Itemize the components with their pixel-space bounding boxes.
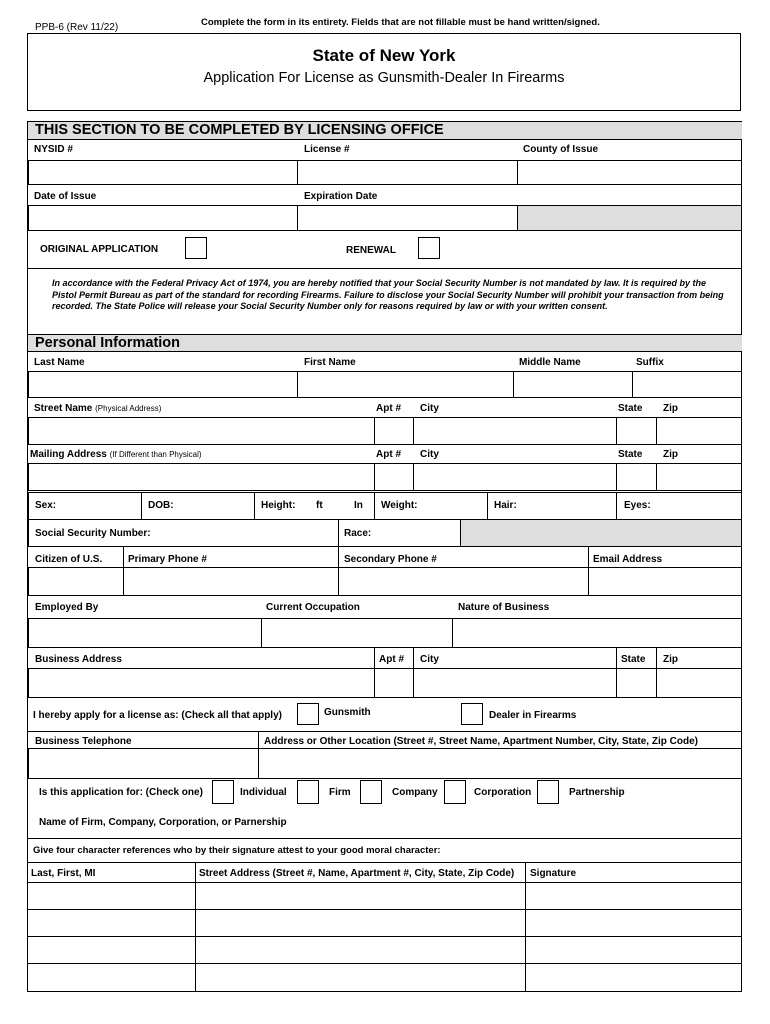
street-apt-label: Apt # <box>376 403 401 414</box>
email-label: Email Address <box>593 554 663 565</box>
divider <box>258 731 259 749</box>
divider <box>616 492 617 520</box>
email-field[interactable] <box>588 567 742 596</box>
business-address-field[interactable] <box>28 668 375 698</box>
partnership-checkbox[interactable] <box>537 780 559 804</box>
renewal-label: RENEWAL <box>346 245 396 256</box>
corporation-checkbox[interactable] <box>444 780 466 804</box>
partnership-label: Partnership <box>569 787 625 798</box>
street-state-field[interactable] <box>616 417 657 445</box>
business-city-label: City <box>420 654 439 665</box>
occupation-label: Current Occupation <box>266 602 360 613</box>
ssn-label: Social Security Number: <box>35 528 151 539</box>
shaded-cell <box>460 519 742 547</box>
street-state-label: State <box>618 403 643 414</box>
employed-by-label: Employed By <box>35 602 99 613</box>
mailing-text: Mailing Address <box>30 449 107 460</box>
mailing-address-label <box>30 449 202 460</box>
references-intro: Give four character references who by their signature attest to your good moral character: <box>33 845 441 856</box>
other-location-field[interactable] <box>258 748 742 779</box>
divider <box>413 648 414 669</box>
citizen-field[interactable] <box>28 567 124 596</box>
nysid-field[interactable] <box>28 160 298 185</box>
dob-label: DOB: <box>148 500 174 511</box>
gunsmith-label: Gunsmith <box>324 707 371 718</box>
mailing-state-label: State <box>618 449 643 460</box>
street-name-field[interactable] <box>28 417 375 445</box>
dealer-label: Dealer in Firearms <box>489 710 577 721</box>
page-title: State of New York <box>312 46 456 65</box>
company-label: Company <box>392 787 438 798</box>
race-label: Race: <box>344 528 372 539</box>
suffix-label: Suffix <box>636 357 664 368</box>
mailing-city-label: City <box>420 449 439 460</box>
expiration-field[interactable] <box>297 205 518 231</box>
divider <box>28 731 742 732</box>
last-name-label: Last Name <box>34 357 85 368</box>
renewal-checkbox[interactable] <box>418 237 440 259</box>
reference-1-signature[interactable] <box>526 883 741 909</box>
weight-label: Weight: <box>381 500 418 511</box>
divider <box>338 547 339 568</box>
reference-2-address[interactable] <box>196 910 525 936</box>
mailing-zip-field[interactable] <box>656 463 742 491</box>
business-apt-field[interactable] <box>374 668 414 698</box>
street-city-label: City <box>420 403 439 414</box>
reference-1-address[interactable] <box>196 883 525 909</box>
company-checkbox[interactable] <box>360 780 382 804</box>
mailing-apt-field[interactable] <box>374 463 414 491</box>
middle-name-label: Middle Name <box>519 357 581 368</box>
occupation-field[interactable] <box>261 618 453 648</box>
mailing-city-field[interactable] <box>413 463 617 491</box>
apply-as-label: I hereby apply for a license as: (Check all that apply) <box>33 710 282 721</box>
mailing-zip-label: Zip <box>663 449 678 460</box>
individual-checkbox[interactable] <box>212 780 234 804</box>
divider <box>254 492 255 520</box>
business-phone-label: Business Telephone <box>35 736 132 747</box>
business-city-field[interactable] <box>413 668 617 698</box>
application-for-label: Is this application for: (Check one) <box>39 787 203 798</box>
ref-name-header: Last, First, MI <box>31 868 96 879</box>
original-application-checkbox[interactable] <box>185 237 207 259</box>
license-field[interactable] <box>297 160 518 185</box>
reference-4-address[interactable] <box>196 964 525 990</box>
corporation-label: Corporation <box>474 787 532 798</box>
privacy-notice: In accordance with the Federal Privacy Act of 1974, you are hereby notified that your Social Security Number is not mandated by law. It is required by the Pistol Permit Bureau as part of the standard for recording Firearms. Failure to disclose your Social Security Number will prohibit your transaction from being recorded. The State Police will release your Social Security Number only for reasons required by law or with your written consent. <box>52 278 724 311</box>
street-name-text: Street Name <box>34 403 93 414</box>
form-id: PPB-6 (Rev 11/22) <box>35 22 119 33</box>
street-zip-field[interactable] <box>656 417 742 445</box>
street-apt-field[interactable] <box>374 417 414 445</box>
business-phone-field[interactable] <box>28 748 259 779</box>
nature-label: Nature of Business <box>458 602 550 613</box>
primary-phone-field[interactable] <box>123 567 339 596</box>
nysid-label: NYSID # <box>34 144 73 155</box>
divider <box>141 492 142 520</box>
height-label: Height: <box>261 500 296 511</box>
firm-checkbox[interactable] <box>297 780 319 804</box>
business-state-field[interactable] <box>616 668 657 698</box>
reference-1-name[interactable] <box>28 883 195 909</box>
other-location-label: Address or Other Location (Street #, Street Name, Apartment Number, City, State, Zip Code) <box>264 736 698 747</box>
expiration-label: Expiration Date <box>304 191 378 202</box>
street-name-label <box>34 403 161 414</box>
mailing-state-field[interactable] <box>616 463 657 491</box>
divider <box>338 519 339 547</box>
divider <box>28 268 742 269</box>
licensing-section-heading: THIS SECTION TO BE COMPLETED BY LICENSING OFFICE <box>28 121 742 140</box>
ref-address-header: Street Address (Street #, Name, Apartment #, City, State, Zip Code) <box>199 868 515 879</box>
county-field[interactable] <box>517 160 742 185</box>
sex-label: Sex: <box>35 500 57 511</box>
reference-3-address[interactable] <box>196 937 525 963</box>
reference-4-signature[interactable] <box>526 964 741 990</box>
hair-label: Hair: <box>494 500 517 511</box>
reference-3-signature[interactable] <box>526 937 741 963</box>
employed-by-field[interactable] <box>28 618 262 648</box>
divider <box>588 547 589 568</box>
page-subtitle: Application For License as Gunsmith-Dealer In Firearms <box>203 70 565 86</box>
divider <box>616 648 617 669</box>
firm-label: Firm <box>329 787 351 798</box>
first-name-field[interactable] <box>297 371 514 398</box>
individual-label: Individual <box>240 787 287 798</box>
dealer-checkbox[interactable] <box>461 703 483 725</box>
gunsmith-checkbox[interactable] <box>297 703 319 725</box>
business-apt-label: Apt # <box>379 654 404 665</box>
date-issue-label: Date of Issue <box>34 191 97 202</box>
personal-section-heading: Personal Information <box>28 334 742 352</box>
street-name-note: (Physical Address) <box>95 404 162 413</box>
mailing-address-field[interactable] <box>28 463 375 491</box>
business-state-label: State <box>621 654 646 665</box>
primary-phone-label: Primary Phone # <box>128 554 207 565</box>
original-application-label: ORIGINAL APPLICATION <box>40 244 159 255</box>
divider <box>374 492 375 520</box>
secondary-phone-label: Secondary Phone # <box>344 554 437 565</box>
divider <box>28 862 742 863</box>
form-instruction: Complete the form in its entirety. Fields that are not fillable must be hand written/signed. <box>201 17 600 28</box>
street-zip-label: Zip <box>663 403 678 414</box>
reference-2-signature[interactable] <box>526 910 741 936</box>
middle-name-field[interactable] <box>513 371 633 398</box>
nature-field[interactable] <box>452 618 742 648</box>
ref-signature-header: Signature <box>530 868 577 879</box>
height-ft-label: ft <box>316 500 323 511</box>
date-issue-field[interactable] <box>28 205 298 231</box>
reference-4-name[interactable] <box>28 964 195 990</box>
citizen-label: Citizen of U.S. <box>35 554 103 565</box>
height-in-label: In <box>354 500 363 511</box>
reference-2-name[interactable] <box>28 910 195 936</box>
county-label: County of Issue <box>523 144 599 155</box>
business-address-label: Business Address <box>35 654 122 665</box>
divider <box>656 648 657 669</box>
title-box <box>27 33 741 111</box>
business-zip-field[interactable] <box>656 668 742 698</box>
business-zip-label: Zip <box>663 654 678 665</box>
license-label: License # <box>304 144 350 155</box>
reference-3-name[interactable] <box>28 937 195 963</box>
first-name-label: First Name <box>304 357 356 368</box>
divider <box>28 838 742 839</box>
shaded-cell <box>517 205 742 231</box>
eyes-label: Eyes: <box>624 500 651 511</box>
divider <box>487 492 488 520</box>
street-city-field[interactable] <box>413 417 617 445</box>
suffix-field[interactable] <box>632 371 742 398</box>
last-name-field[interactable] <box>28 371 298 398</box>
divider <box>374 648 375 669</box>
mailing-note: (If Different than Physical) <box>109 450 202 459</box>
secondary-phone-field[interactable] <box>338 567 589 596</box>
mailing-apt-label: Apt # <box>376 449 401 460</box>
name-of-firm-label: Name of Firm, Company, Corporation, or Parnership <box>39 817 287 828</box>
divider <box>123 547 124 568</box>
